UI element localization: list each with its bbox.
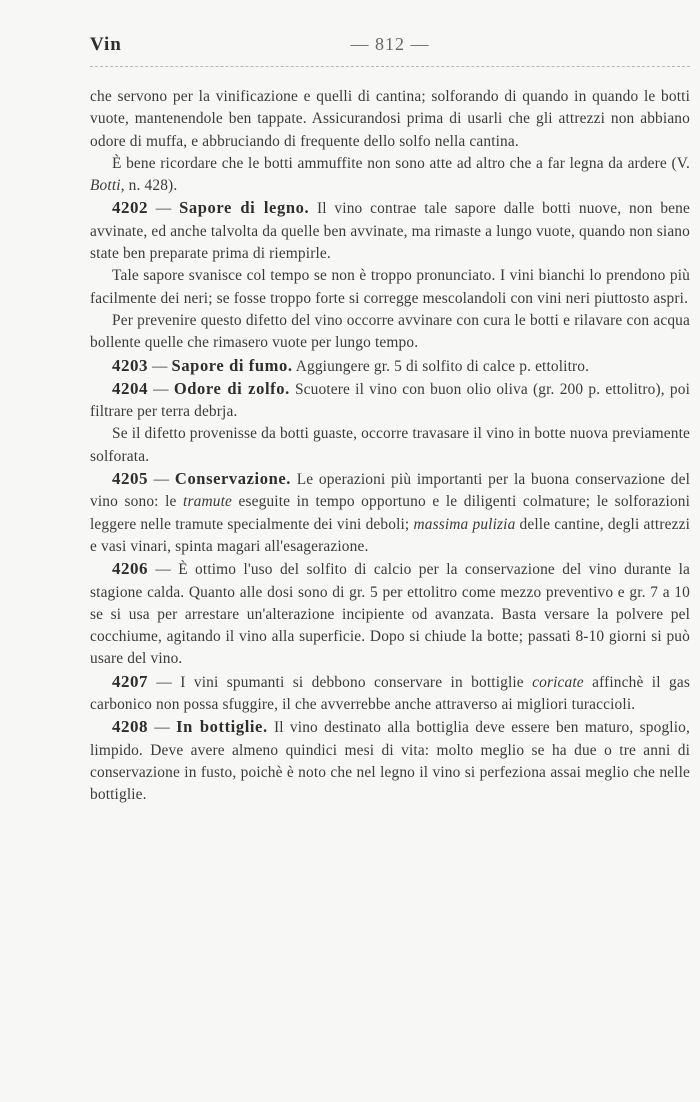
entry-text: Scuotere il vino con buon olio oliva (gr. 200 p. ettolitro), poi filtrare per terra debrja. xyxy=(90,380,690,421)
entry-text: affinchè il gas carbonico non possa sfuggire, il che avverrebbe anche attraverso ai migliori turaccioli. xyxy=(90,673,690,714)
entry-text: Il vino destinato alla bottiglia deve essere ben maturo, spoglio, limpido. Deve avere almeno quindici mesi di vita: molto meglio se ha due o tre anni di conservazione in fusto, poichè è noto che nel legno il vino si perfeziona assai meglio che nelle bottiglie. xyxy=(90,719,691,804)
entry-number: 4203 xyxy=(112,355,148,375)
running-head: Vin xyxy=(90,34,122,55)
entry-number: 4204 xyxy=(112,378,148,398)
header-rule xyxy=(90,66,690,67)
entry-4203 xyxy=(90,355,690,378)
entry-dash: — xyxy=(148,471,175,489)
entry-dash: — xyxy=(148,561,179,579)
entry-4202 xyxy=(90,197,690,265)
paragraph-text: che servono per la vinificazione e quelli di cantina; solforando di quando in quando le botti vuote, mantenendole ben tappate. Assicurandosi prima di usarli che gli attrezzi non abbiano odore di muffa, e abbruciando di frequente dello solfo nella cantina. xyxy=(90,88,690,150)
paragraph-text: È bene ricordare che le botti ammuffite non sono atte ad altro che a far legna da ardere (V. xyxy=(112,154,690,172)
paragraph-text: , n. 428). xyxy=(120,177,178,195)
entry-4207 xyxy=(90,671,690,717)
emphasis-term: tramute xyxy=(183,493,232,511)
entry-text: È ottimo l'uso del solfito di calcio per la conservazione del vino durante la stagione calda. Quanto alle dosi sono di gr. 5 per ettolitro come mezzo preventivo e gr. 7 a 10 se si usa per arrestare un'alterazione incipiente od avanzata. Basta versare la polvere pel cocchiume, agitando il vino alla superficie. Dopo si chiude la botte; passati 8-10 giorni si può usare del vino. xyxy=(90,561,690,668)
entry-text: Aggiungere gr. 5 di solfito di calce p. ettolitro. xyxy=(292,357,590,375)
paragraph-sapore-svanisce xyxy=(90,265,690,310)
paragraph-continuation xyxy=(90,86,690,153)
paragraph-botti-guaste xyxy=(90,423,690,468)
cross-reference: Botti xyxy=(90,177,121,195)
entry-dash: — xyxy=(148,719,177,737)
entry-number: 4208 xyxy=(112,717,148,737)
entry-dash: — xyxy=(148,200,180,218)
entry-4208 xyxy=(90,716,690,806)
paragraph-text: Tale sapore svanisce col tempo se non è troppo pronunciato. I vini bianchi lo prendono più facilmente dei neri; se fosse troppo forte si corregge mescolandoli con vini neri piuttosto aspri. xyxy=(90,267,690,307)
entry-dash: — xyxy=(148,380,174,398)
entry-number: 4202 xyxy=(112,198,148,218)
entry-number: 4206 xyxy=(112,559,148,579)
paragraph-botti-note xyxy=(90,153,690,198)
page-header xyxy=(90,34,690,60)
entry-heading: Sapore di fumo. xyxy=(171,355,293,375)
entry-text: Le operazioni più importanti per la buona conservazione del vino sono: le xyxy=(90,471,690,511)
entry-number: 4205 xyxy=(112,469,148,489)
entry-4204 xyxy=(90,378,690,424)
paragraph-text: Per prevenire questo difetto del vino occorre avvinare con cura le botti e rilavare con acqua bollente quelle che rimasero vuote per lungo tempo. xyxy=(90,311,690,352)
entry-heading: Conservazione. xyxy=(174,469,292,489)
entry-4206 xyxy=(90,558,690,670)
paragraph-text: Se il difetto provenisse da botti guaste, occorre travasare il vino in botte nuova previamente solforata. xyxy=(90,425,690,465)
entry-number: 4207 xyxy=(112,671,148,691)
entry-4205 xyxy=(90,468,690,558)
entry-heading: In bottiglie. xyxy=(176,717,268,737)
entry-text: I vini spumanti si debbono conservare in bottiglie xyxy=(180,673,533,691)
entry-heading: Odore di zolfo. xyxy=(173,378,290,398)
entry-text: Il vino contrae tale sapore dalle botti nuove, non bene avvinate, ed anche talvolta da quelle ben avvinate, ma rimaste a lungo vuote, quando non siano state ben preparate prima di riempirle. xyxy=(90,200,690,263)
entry-text: delle cantine, degli attrezzi e vasi vinari, spinta magari all'esagerazione. xyxy=(90,515,690,555)
paragraph-prevenire xyxy=(90,310,690,355)
page-body xyxy=(90,86,690,807)
entry-dash: — xyxy=(148,357,172,375)
emphasis-term: massima pulizia xyxy=(413,515,516,533)
page-number: — 812 — xyxy=(350,34,430,54)
entry-text: eseguite in tempo opportuno e le diligenti colmature; le solforazioni leggere nelle tramute specialmente dei vini deboli; xyxy=(90,493,690,533)
emphasis-term: coricate xyxy=(532,673,584,691)
entry-heading: Sapore di legno. xyxy=(179,198,310,218)
entry-dash: — xyxy=(148,673,181,691)
